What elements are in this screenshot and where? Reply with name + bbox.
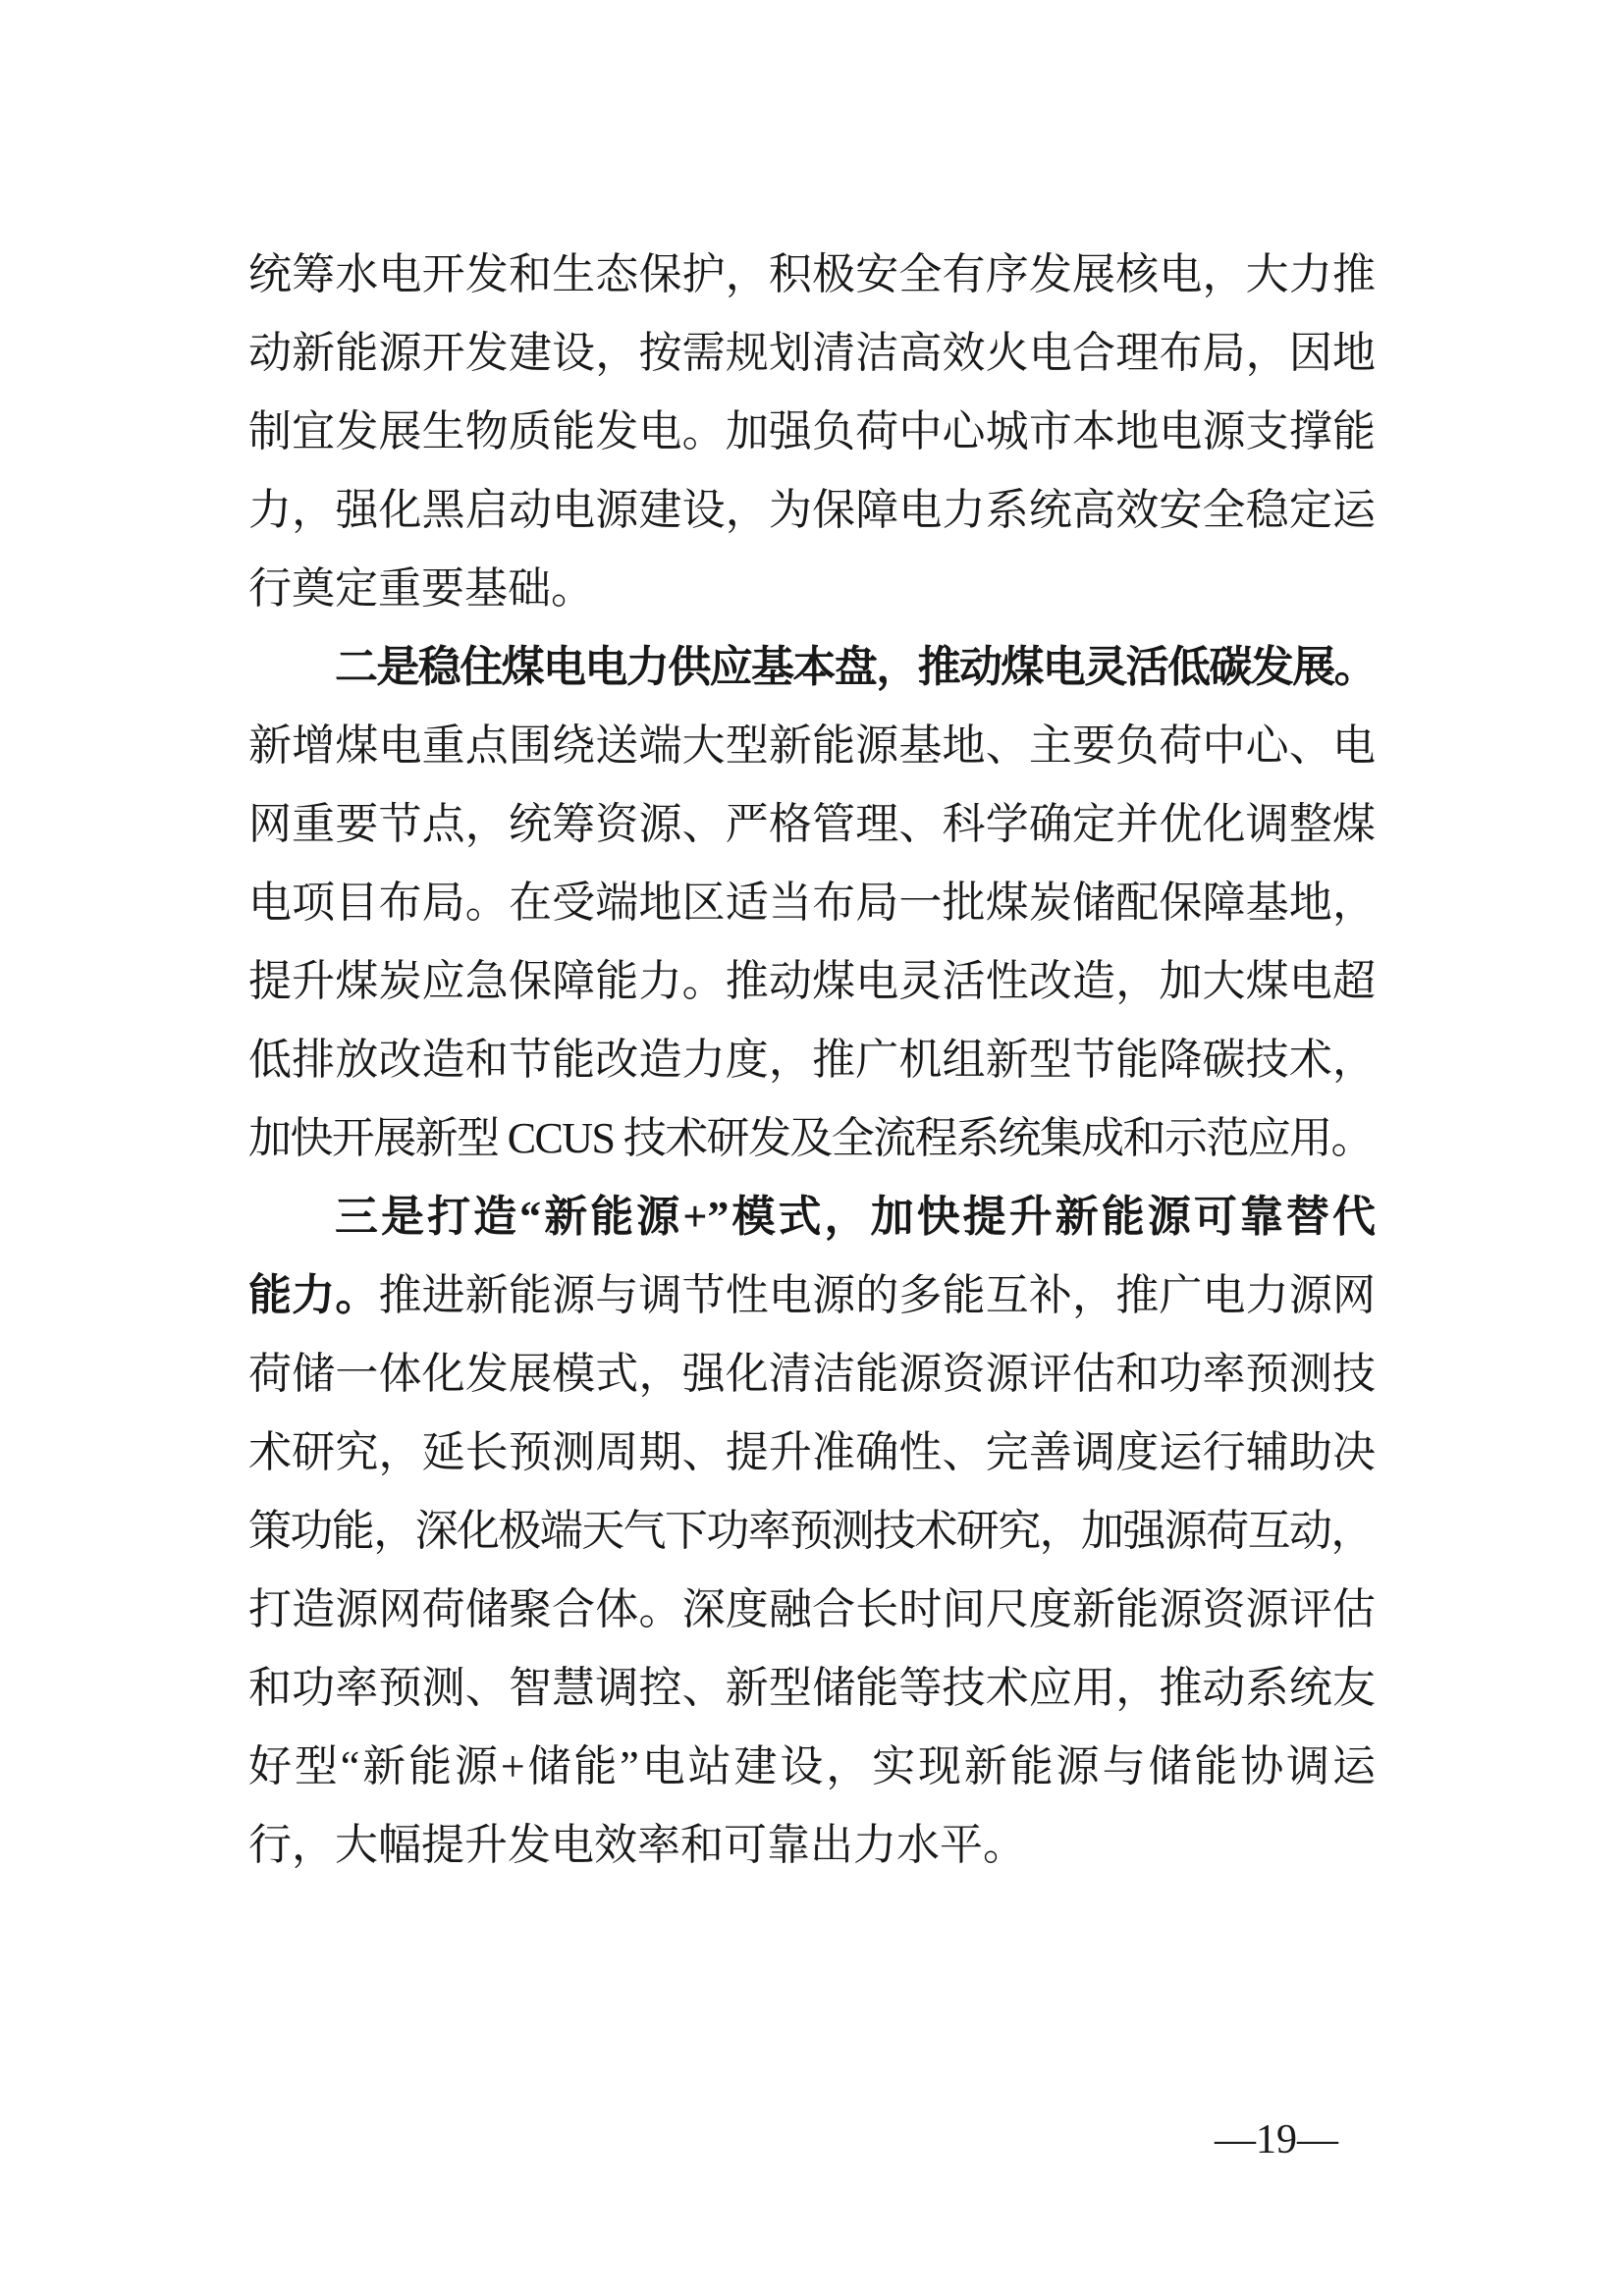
paragraph-line: 策功能，深化极端天气下功率预测技术研究，加强源荷互动， [248,1507,1373,1555]
paragraph-line: 加快开展新型 CCUS 技术研发及全流程系统集成和示范应用。 [248,1114,1373,1162]
paragraph-line: 和功率预测、智慧调控、新型储能等技术应用，推动系统友 [248,1664,1376,1712]
paragraph-line: 统筹水电开发和生态保护，积极安全有序发展核电，大力推 [248,250,1376,298]
document-body [248,236,1376,1885]
paragraph-text: 推进新能源与调节性电源的多能互补，推广电力源网 [378,1271,1377,1319]
paragraph-line [248,1256,1376,1335]
paragraph-line: 行，大幅提升发电效率和可靠出力水平。 [248,1821,1026,1869]
paragraph-line: 术研究，延长预测周期、提升准确性、完善调度运行辅助决 [248,1428,1376,1476]
paragraph-line: 制宜发展生物质能发电。加强负荷中心城市本地电源支撑能 [248,407,1376,455]
heading-line-section-3: 三是打造“新能源+”模式，加快提升新能源可靠替代 [335,1193,1376,1241]
heading-lead-text: 能力。 [248,1271,379,1319]
paragraph-line: 动新能源开发建设，按需规划清洁高效火电合理布局，因地 [248,329,1376,377]
paragraph-line: 荷储一体化发展模式，强化清洁能源资源评估和功率预测技 [248,1350,1376,1398]
paragraph-line: 电项目布局。在受端地区适当布局一批煤炭储配保障基地， [248,879,1376,927]
paragraph-line: 好型“新能源+储能”电站建设，实现新能源与储能协调运 [248,1742,1376,1790]
paragraph-line: 新增煤电重点围绕送端大型新能源基地、主要负荷中心、电 [248,721,1376,770]
page-number: —19— [1215,2117,1338,2163]
heading-line-section-2: 二是稳住煤电电力供应基本盘，推动煤电灵活低碳发展。 [335,643,1376,691]
paragraph-line: 低排放改造和节能改造力度，推广机组新型节能降碳技术， [248,1036,1376,1084]
paragraph-line: 提升煤炭应急保障能力。推动煤电灵活性改造，加大煤电超 [248,957,1376,1005]
paragraph-line: 力，强化黑启动电源建设，为保障电力系统高效安全稳定运 [248,486,1376,534]
paragraph-line: 打造源网荷储聚合体。深度融合长时间尺度新能源资源评估 [248,1585,1376,1633]
paragraph-line: 网重要节点，统筹资源、严格管理、科学确定并优化调整煤 [248,800,1376,848]
paragraph-line: 行奠定重要基础。 [248,564,594,613]
